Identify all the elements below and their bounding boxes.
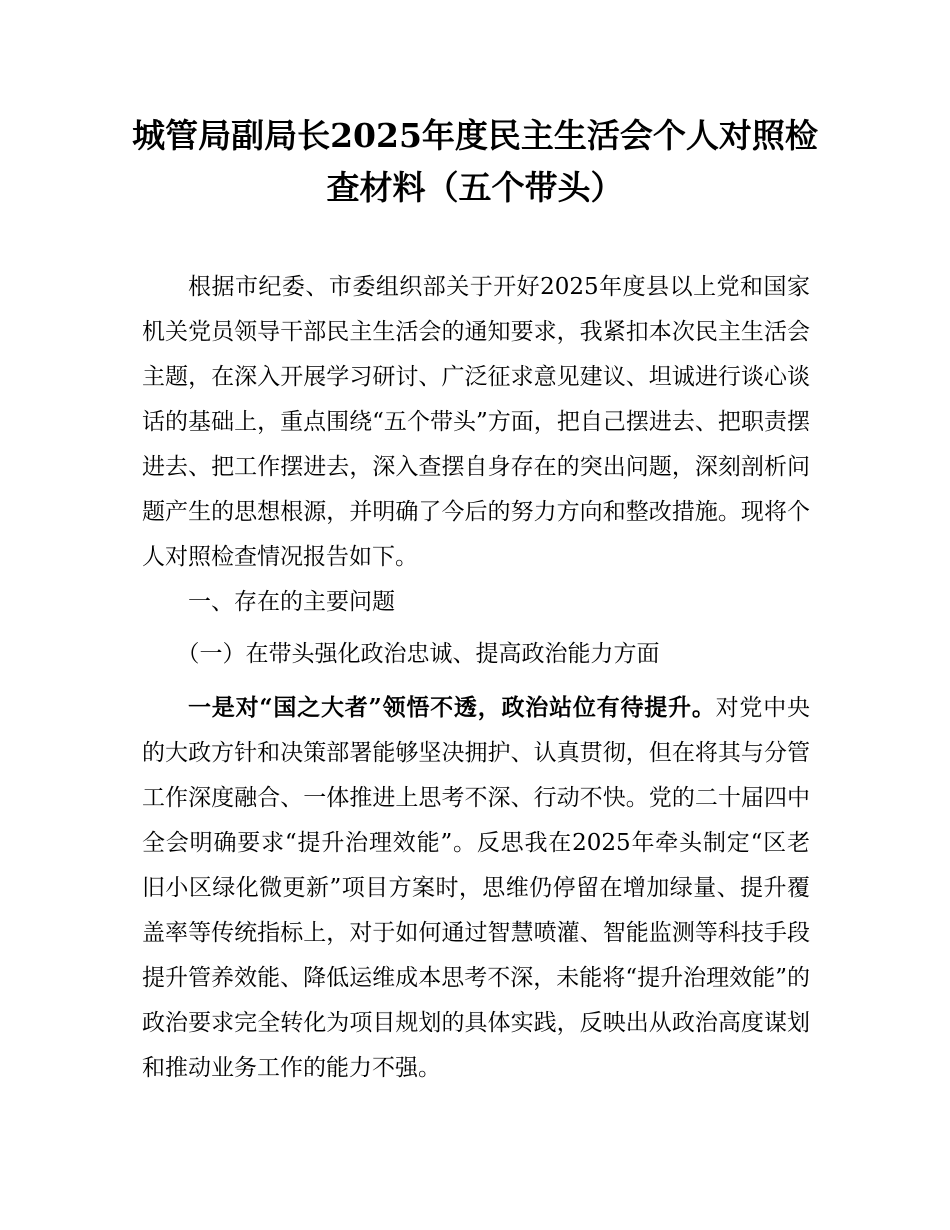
intro-paragraph: 根据市纪委、市委组织部关于开好2025年度县以上党和国家机关党员领导干部民主生活会的通知要求，我紧扣本次民主生活会主题，在深入开展学习研讨、广泛征求意见建议、坦诚进行谈心谈话的基础上，重点围绕“五个带头”方面，把自己摆进去、把职责摆进去、把工作摆进去，深入查摆自身存在的突出问题，深刻剖析问题产生的思想根源，并明确了今后的努力方向和整改措施。现将个人对照检查情况报告如下。: [142, 274, 810, 570]
point-1-lead: 一是对“国之大者”领悟不透，政治站位有待提升。: [188, 694, 716, 721]
document-title-line-1: 城管局副局长2025年度民主生活会个人对照检: [132, 116, 818, 155]
document-title: [120, 110, 830, 214]
point-paragraph-1: [142, 685, 810, 1091]
point-1-body: 对党中央的大政方针和决策部署能够坚决拥护、认真贯彻，但在将其与分管工作深度融合、一体推进上思考不深、行动不快。党的二十届四中全会明确要求“提升治理效能”。反思我在2025年牵头制定“区老旧小区绿化微更新”项目方案时，思维仍停留在增加绿量、提升覆盖率等传统指标上，对于如何通过智慧喷灌、智能监测等科技手段提升管养效能、降低运维成本思考不深，未能将“提升治理效能”的政治要求完全转化为项目规划的具体实践，反映出从政治高度谋划和推动业务工作的能力不强。: [142, 695, 810, 1081]
section-heading-main-problems: 一、存在的主要问题: [188, 589, 395, 615]
subsection-heading-political-loyalty: （一）在带头强化政治忠诚、提高政治能力方面: [176, 641, 660, 667]
document-title-line-2: 查材料（五个带头）: [326, 168, 624, 207]
